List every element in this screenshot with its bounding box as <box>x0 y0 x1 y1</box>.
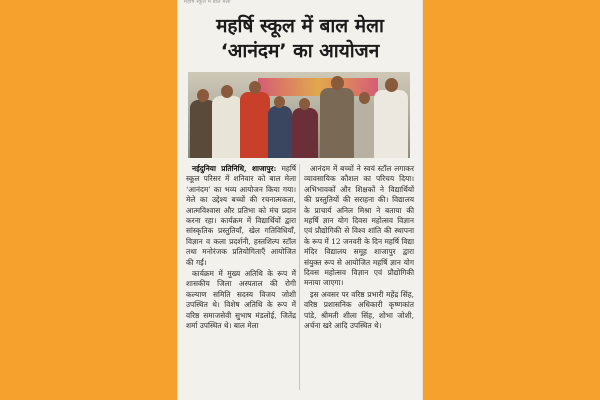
paragraph-text: महर्षि स्कूल परिसर में शनिवार को बाल मेला ‘आनंदम’ का भव्य आयोजन किया गया। मेले का उद्देश्य बच्चों की रचनात्मकता, आत्मविश्वास और प्रतिभा को मंच प्रदान करना रहा। कार्यक्रम में विद्यार्थियों द्वारा सांस्कृतिक प्रस्तुतियाँ, खेल गतिविधियाँ, विज्ञान व कला प्रदर्शनी, हस्तशिल्प स्टॉल तथा मनोरंजक प्रतियोगिताएँ आयोजित की गईं। <box>186 164 297 267</box>
article-paragraph: इस अवसर पर वरिष्ठ प्रभारी महेंद्र सिंह, वरिष्ठ प्रशासनिक अधिकारी कृष्णकांत पांडे, श्रीमती शीला सिंह, शोभा जोशी, अर्चना खरे आदि उपस्थित थे। <box>304 289 414 331</box>
photo-person <box>320 88 354 158</box>
photo-person <box>212 96 242 158</box>
photo-person <box>268 106 292 158</box>
photo-person-head <box>274 96 285 108</box>
event-photo <box>188 72 410 158</box>
photo-person <box>240 92 270 158</box>
article-paragraph: आनंदम में बच्चों ने स्वयं स्टॉल लगाकर व्यावसायिक कौशल का परिचय दिया। अभिभावकों और शिक्षकों ने विद्यार्थियों की प्रस्तुतियों की सराहना की। विद्यालय के प्राचार्य अनिल मिश्रा ने बताया की महर्षि ज्ञान योग दिवस महोत्सव विज्ञान एवं प्रौद्योगिकी से विश्व शांति की स्थापना के रूप में 12 जनवरी के दिन महर्षि विद्या मंदिर विद्यालय समूह शाजापुर द्वारा संयुक्त रूप से आयोजित महर्षि ज्ञान योग दिवस महोत्सव विज्ञान एवं प्रौद्योगिकी मनाया जाएगा। <box>304 164 414 288</box>
top-cut-headline: महर्षि स्कूल में बाल मेला <box>184 0 231 5</box>
photo-person-head <box>299 98 310 110</box>
photo-person-head <box>197 89 209 102</box>
photo-person-head <box>221 85 233 98</box>
newspaper-clipping <box>178 0 422 400</box>
photo-person <box>374 90 408 158</box>
headline <box>182 14 418 64</box>
photo-person-head <box>359 92 370 104</box>
article-body <box>186 164 416 394</box>
column-divider <box>299 164 300 390</box>
photo-person-head <box>385 78 398 92</box>
article-column-right <box>304 164 414 332</box>
photo-person-head <box>331 76 344 90</box>
photo-person <box>292 108 318 158</box>
headline-line-1: महर्षि स्कूल में बाल मेला <box>216 15 384 37</box>
headline-line-2: ‘आनंदम’ का आयोजन <box>220 40 380 62</box>
photo-person-head <box>249 81 261 94</box>
article-paragraph: कार्यक्रम में मुख्य अतिथि के रूप में शासकीय जिला अस्पताल की रोगी कल्याण समिति सदस्य विजय जोशी उपस्थित थे। विशेष अतिथि के रूप में वरिष्ठ समाजसेवी सुभाष मंडलोई, जितेंद्र शर्मा उपस्थित थे। बाल मेला <box>186 269 296 331</box>
dateline: नईदुनिया प्रतिनिधि, शाजापुर: <box>192 164 277 173</box>
article-column-left <box>186 164 296 332</box>
photo-person <box>354 102 376 158</box>
article-paragraph <box>186 164 296 268</box>
